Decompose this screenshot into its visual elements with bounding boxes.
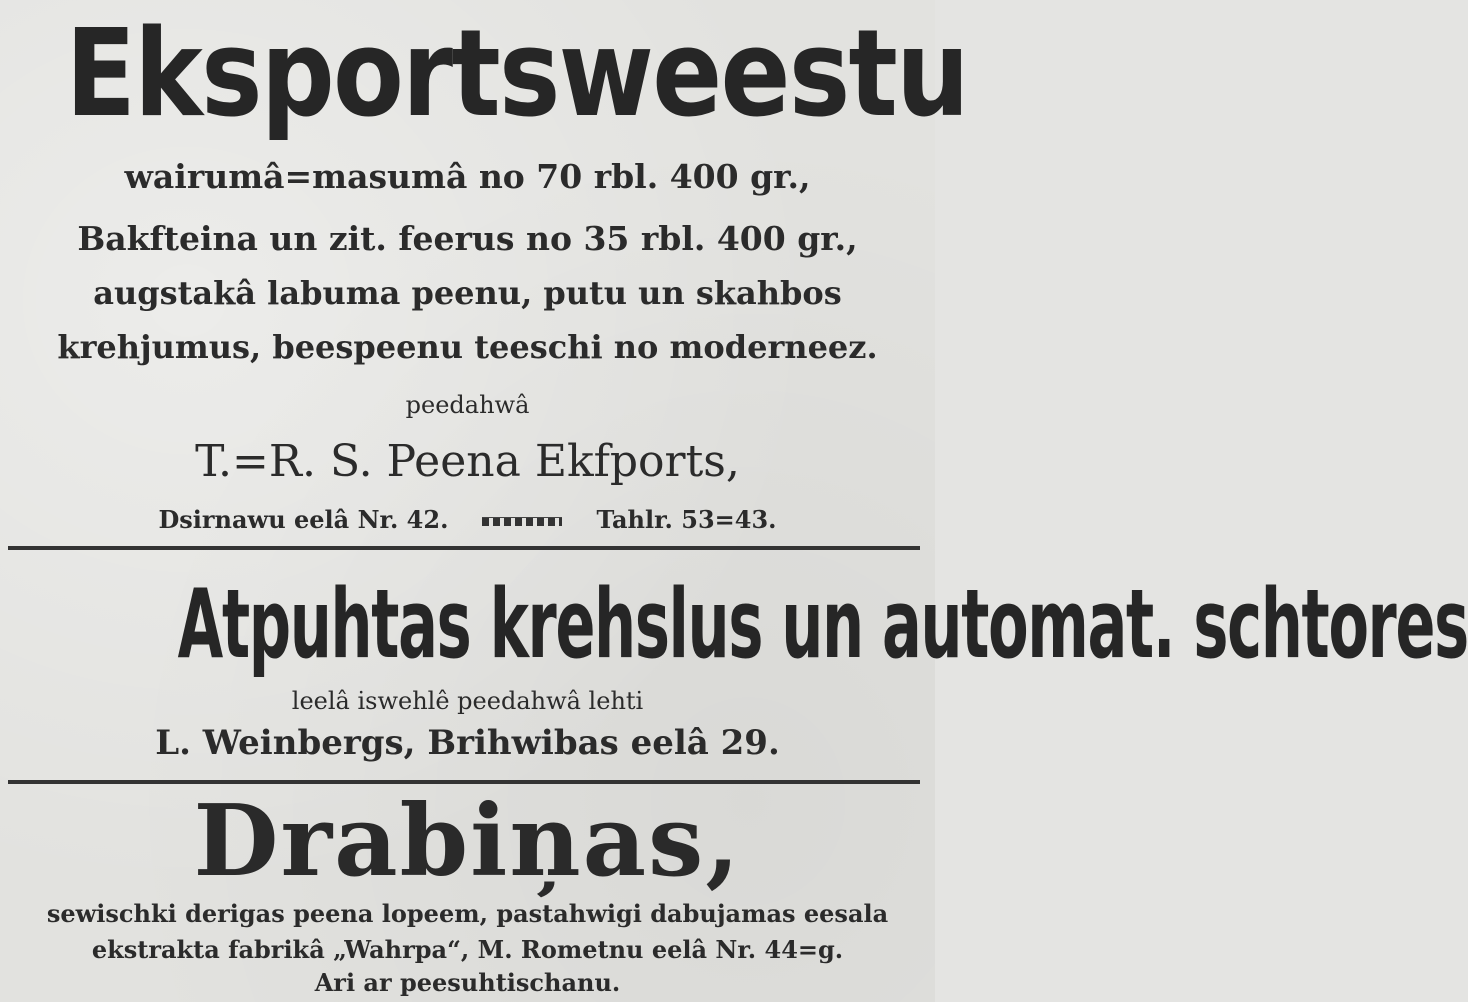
ad1-address: Dsirnawu eelâ Nr. 42. (158, 505, 449, 534)
ad1-company-name: T.=R. S. Peena Ekfports, (195, 436, 740, 487)
ad2-subline: leelâ iswehlê peedahwâ lehti (291, 687, 644, 715)
ad3-line-1: sewischki derigas peena lopeem, pastahwigi dabujamas eesala (46, 899, 889, 928)
section-divider-1 (8, 546, 920, 550)
ad3-line-3: Ari ar peesuhtischanu. (314, 968, 621, 997)
ad2-headline: Atpuhtas krehslus un automat. schtores (177, 570, 1468, 680)
ad1-line-4: krehjumus, beespeenu teeschi no moderneez. (57, 328, 878, 366)
ad1-address-line (0, 500, 935, 540)
ad1-phone: Tahlr. 53=43. (596, 505, 777, 534)
ad1-line-1: wairumâ=masumâ no 70 rbl. 400 gr., (124, 157, 811, 196)
ad1-offer: peedahwâ (405, 391, 530, 419)
ad1-headline: Eksportsweestu (65, 5, 968, 144)
ad1-line-3: augstakâ labuma peenu, putu un skahbos (93, 274, 842, 312)
ad1-line-2: Bakfteina un zit. feerus no 35 rbl. 400 gr., (77, 219, 858, 258)
ad3-line-2: ekstrakta fabrikâ „Wahrpa“, M. Rometnu eelâ Nr. 44=g. (91, 935, 844, 964)
dashed-separator (482, 517, 562, 526)
ad2-address: L. Weinbergs, Brihwibas eelâ 29. (155, 723, 780, 763)
ad3-headline: Drabiņas, (193, 784, 742, 899)
